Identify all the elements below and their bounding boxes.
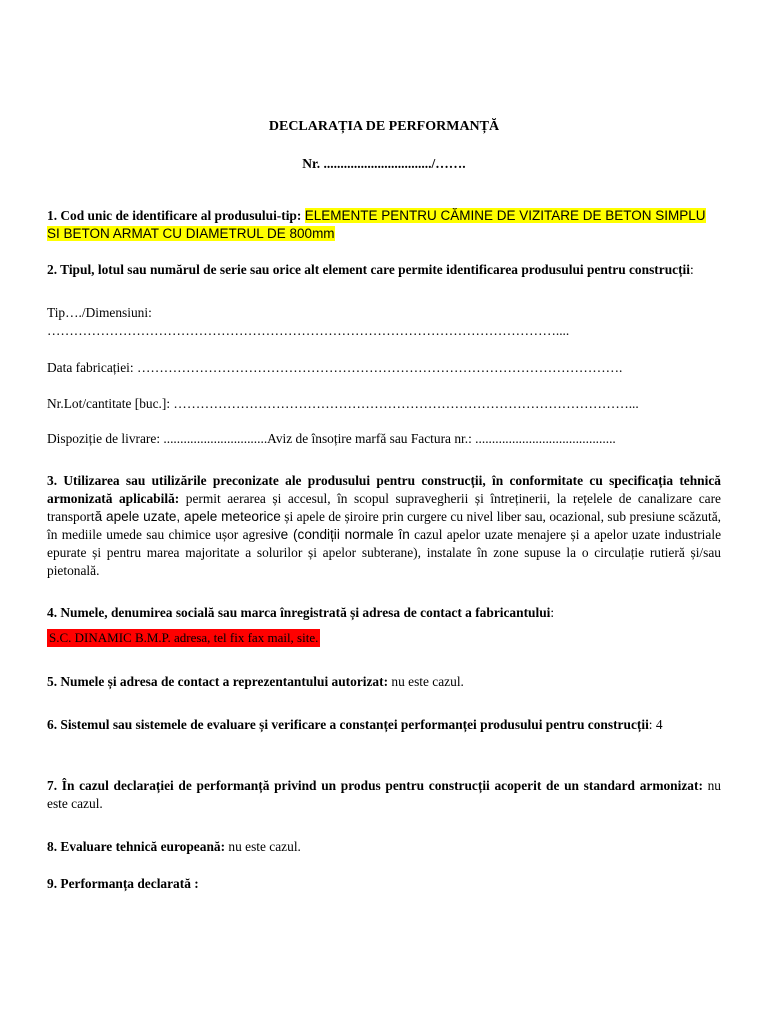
data-fabricatiei-row — [47, 359, 721, 377]
manufacturer-value: S.C. DINAMIC B.M.P. adresa, tel fix fax mail, site. — [49, 630, 319, 645]
section-2-label: 2. Tipul, lotul sau numărul de serie sau orice alt element care permite identificarea produsului pentru construcții — [47, 262, 690, 277]
dispozitie-livrare-field: ............................... — [163, 431, 268, 446]
section-5-value: nu este cazul. — [388, 674, 464, 689]
document-title: DECLARAȚIA DE PERFORMANȚĂ — [268, 119, 500, 134]
section-8-label: 8. Evaluare tehnică europeană: — [47, 839, 226, 854]
section-8 — [47, 838, 721, 856]
data-fabricatiei-field: ………………………………………………………………………………………………. — [136, 360, 623, 375]
section-9-label: 9. Performanța declarată : — [47, 876, 199, 891]
nr-lot-row — [47, 395, 721, 413]
section-3-text-2: ă apele uzate, apele meteorice — [94, 509, 281, 524]
section-3-text-1: permit aerarea și accesul, în scopul supravegherii și întreținerii, la rețelele de canalizare care transport — [47, 491, 721, 524]
section-3-text-4: ive (condiții normale în — [270, 527, 410, 542]
tip-dimensiuni-field: …………………………………………………………………………………………………….... — [47, 323, 570, 338]
section-7-label: 7. În cazul declarației de performanță privind un produs pentru construcții acoperit de un standard armonizat: — [47, 778, 703, 793]
section-4-label: 4. Numele, denumirea socială sau marca înregistrată și adresa de contact a fabricantului — [47, 605, 551, 620]
dispozitie-livrare-label: Dispoziție de livrare: — [47, 431, 164, 446]
nr-lot-field: …………………………………………………………………………………………... — [173, 396, 639, 411]
manufacturer-row — [47, 629, 721, 647]
section-6-label: 6. Sistemul sau sistemele de evaluare și verificare a constanței performanței produsului pentru construcții — [47, 717, 649, 732]
nr-lot-label: Nr.Lot/cantitate [buc.]: — [47, 396, 174, 411]
aviz-factura-field: .......................................... — [475, 431, 616, 446]
section-2-colon: : — [689, 262, 694, 277]
section-6-value: : 4 — [648, 717, 663, 732]
aviz-factura-label: Aviz de însoțire marfă sau Factura nr.: — [267, 431, 476, 446]
section-5-label: 5. Numele și adresa de contact a reprezentantului autorizat: — [47, 674, 389, 689]
section-3-text-3: și apele de șiroire prin curgere cu nivel liber sau, ocazional, sub presiune scăzută, în mediile umede sau chimice ușor agres — [47, 509, 721, 542]
section-9 — [47, 875, 721, 893]
tip-dimensiuni-label: Tip…./Dimensiuni: — [47, 305, 152, 320]
section-1-label: 1. Cod unic de identificare al produsului-tip: — [47, 208, 305, 223]
section-3 — [47, 472, 721, 580]
section-3-text-5: cazul apelor uzate menajere și a apelor uzate industriale epurate și pentru marea majoritate a solurilor și apelor subterane), instalate în zone supuse la o circulație rutieră și/sau pietonală. — [47, 527, 722, 578]
section-8-value: nu este cazul. — [225, 839, 301, 854]
section-3-label: 3. Utilizarea sau utilizările preconizate ale produsului pentru construcții, în conformitate cu specificația tehnică armonizată aplicabilă: — [47, 473, 721, 506]
section-2 — [47, 261, 721, 279]
data-fabricatiei-label: Data fabricației: — [47, 360, 137, 375]
document-number: Nr. ................................/……. — [302, 156, 466, 171]
section-4-colon: : — [550, 605, 555, 620]
dispozitie-livrare-row — [47, 430, 721, 448]
section-4 — [47, 604, 721, 622]
section-7 — [47, 777, 721, 813]
section-1 — [47, 207, 721, 243]
section-5 — [47, 673, 721, 691]
product-type-value: ELEMENTE PENTRU CĂMINE DE VIZITARE DE BETON SIMPLU SI BETON ARMAT CU DIAMETRUL DE 800mm — [47, 208, 706, 241]
section-7-value: nu este cazul. — [47, 778, 721, 811]
section-6 — [47, 716, 721, 734]
